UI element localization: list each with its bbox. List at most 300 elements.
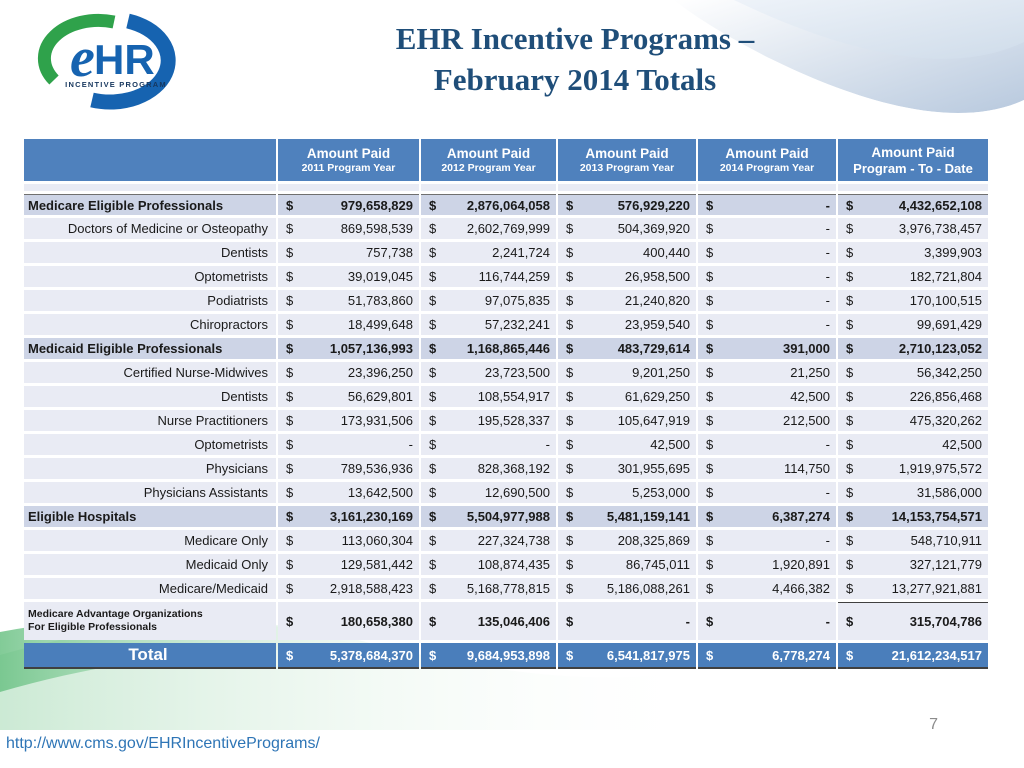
logo-letters-hr: HR <box>94 36 155 83</box>
slide-title-line1: EHR Incentive Programs – <box>395 21 755 56</box>
currency-symbol: $ <box>429 613 437 629</box>
row-label: Physicians <box>24 458 276 479</box>
amount-cell <box>558 242 696 263</box>
amount-value: 23,396,250 <box>347 365 413 380</box>
currency-symbol: $ <box>286 389 294 404</box>
currency-symbol: $ <box>429 533 437 548</box>
currency-symbol: $ <box>566 317 574 332</box>
amount-value: - <box>408 437 413 452</box>
currency-symbol: $ <box>846 557 854 572</box>
currency-symbol: $ <box>706 509 714 524</box>
amount-value: 135,046,406 <box>477 613 550 629</box>
amount-cell <box>698 194 836 215</box>
currency-symbol: $ <box>706 293 714 308</box>
currency-symbol: $ <box>706 647 714 663</box>
amount-value: 5,481,159,141 <box>606 509 690 524</box>
amount-cell <box>558 458 696 479</box>
amount-value: - <box>825 197 830 213</box>
page-number: 7 <box>929 716 938 733</box>
amount-cell <box>421 362 556 383</box>
amount-value: 5,186,088,261 <box>606 581 690 596</box>
amount-cell <box>278 530 419 551</box>
column-header-2013 <box>558 139 696 181</box>
amount-cell <box>421 602 556 640</box>
table-corner-cell <box>24 139 276 181</box>
currency-symbol: $ <box>706 389 714 404</box>
amount-value: 39,019,045 <box>347 269 413 284</box>
currency-symbol: $ <box>566 293 574 308</box>
amount-cell <box>558 554 696 575</box>
amount-value: 6,541,817,975 <box>606 647 690 663</box>
amount-cell <box>838 482 988 503</box>
totals-table <box>22 136 990 672</box>
amount-cell <box>558 218 696 239</box>
column-header-title: Amount Paid <box>306 146 391 161</box>
amount-cell <box>698 602 836 640</box>
amount-cell <box>698 458 836 479</box>
table-row <box>24 338 988 359</box>
currency-symbol: $ <box>429 581 437 596</box>
column-header-subtitle: Program - To - Date <box>853 160 973 176</box>
logo-letter-e: e <box>70 27 95 89</box>
row-label: Chiropractors <box>24 314 276 335</box>
amount-cell <box>698 410 836 431</box>
amount-cell <box>278 578 419 599</box>
amount-value: 1,919,975,572 <box>898 461 982 476</box>
amount-value: 9,684,953,898 <box>466 647 550 663</box>
amount-cell <box>698 506 836 527</box>
amount-value: 97,075,835 <box>484 293 550 308</box>
amount-cell <box>421 290 556 311</box>
table-row <box>24 290 988 311</box>
currency-symbol: $ <box>846 221 854 236</box>
column-header-subtitle: 2012 Program Year <box>441 162 536 174</box>
amount-cell <box>838 218 988 239</box>
currency-symbol: $ <box>846 269 854 284</box>
currency-symbol: $ <box>566 413 574 428</box>
amount-cell <box>558 338 696 359</box>
currency-symbol: $ <box>846 197 854 213</box>
currency-symbol: $ <box>429 461 437 476</box>
currency-symbol: $ <box>706 365 714 380</box>
currency-symbol: $ <box>566 221 574 236</box>
column-header-title: Amount Paid <box>446 146 531 161</box>
amount-cell <box>421 506 556 527</box>
currency-symbol: $ <box>286 461 294 476</box>
spacer-row <box>24 184 988 191</box>
currency-symbol: $ <box>286 245 294 260</box>
column-header-2012 <box>421 139 556 181</box>
amount-value: 182,721,804 <box>909 269 982 284</box>
currency-symbol: $ <box>846 317 854 332</box>
table-row <box>24 482 988 503</box>
amount-cell <box>278 314 419 335</box>
amount-value: 108,554,917 <box>477 389 550 404</box>
currency-symbol: $ <box>706 461 714 476</box>
amount-value: 483,729,614 <box>617 341 690 356</box>
amount-cell <box>838 362 988 383</box>
amount-cell <box>278 602 419 640</box>
amount-cell <box>698 218 836 239</box>
currency-symbol: $ <box>846 245 854 260</box>
row-label: Dentists <box>24 386 276 407</box>
table-row <box>24 506 988 527</box>
amount-value: - <box>825 533 830 548</box>
amount-value: 1,168,865,446 <box>466 341 550 356</box>
row-label: Certified Nurse-Midwives <box>24 362 276 383</box>
currency-symbol: $ <box>846 413 854 428</box>
amount-value: 400,440 <box>643 245 690 260</box>
amount-cell <box>421 386 556 407</box>
totals-table-container <box>22 136 990 672</box>
amount-value: - <box>825 437 830 452</box>
amount-value: - <box>825 245 830 260</box>
currency-symbol: $ <box>286 413 294 428</box>
amount-cell <box>838 458 988 479</box>
amount-value: 5,504,977,988 <box>466 509 550 524</box>
amount-cell <box>421 410 556 431</box>
amount-cell <box>278 410 419 431</box>
row-label: Dentists <box>24 242 276 263</box>
currency-symbol: $ <box>566 533 574 548</box>
currency-symbol: $ <box>846 533 854 548</box>
amount-value: 5,253,000 <box>632 485 690 500</box>
currency-symbol: $ <box>846 614 854 629</box>
amount-value: 26,958,500 <box>624 269 690 284</box>
amount-value: 979,658,829 <box>340 197 413 213</box>
currency-symbol: $ <box>846 365 854 380</box>
amount-value: 757,738 <box>366 245 413 260</box>
currency-symbol: $ <box>566 437 574 452</box>
row-label: Total <box>24 643 276 669</box>
currency-symbol: $ <box>846 461 854 476</box>
currency-symbol: $ <box>429 413 437 428</box>
amount-cell <box>698 434 836 455</box>
amount-value: - <box>825 293 830 308</box>
amount-value: 9,201,250 <box>632 365 690 380</box>
currency-symbol: $ <box>706 221 714 236</box>
currency-symbol: $ <box>286 269 294 284</box>
amount-cell <box>421 194 556 215</box>
amount-value: 391,000 <box>783 341 830 356</box>
row-label: Optometrists <box>24 266 276 287</box>
amount-cell <box>698 643 836 669</box>
currency-symbol: $ <box>566 245 574 260</box>
currency-symbol: $ <box>286 197 294 213</box>
table-row <box>24 578 988 599</box>
table-row <box>24 410 988 431</box>
amount-cell <box>421 554 556 575</box>
amount-value: - <box>825 485 830 500</box>
amount-cell <box>838 242 988 263</box>
amount-cell <box>421 482 556 503</box>
currency-symbol: $ <box>706 413 714 428</box>
amount-value: 105,647,919 <box>617 413 690 428</box>
amount-cell <box>698 314 836 335</box>
amount-value: 56,342,250 <box>916 365 982 380</box>
currency-symbol: $ <box>429 509 437 524</box>
amount-value: 3,976,738,457 <box>898 221 982 236</box>
amount-cell <box>838 506 988 527</box>
currency-symbol: $ <box>566 461 574 476</box>
amount-cell <box>421 218 556 239</box>
amount-value: - <box>685 613 690 629</box>
amount-cell <box>421 643 556 669</box>
amount-value: 208,325,869 <box>617 533 690 548</box>
currency-symbol: $ <box>846 437 854 452</box>
currency-symbol: $ <box>286 221 294 236</box>
amount-value: 3,399,903 <box>924 245 982 260</box>
amount-value: 173,931,506 <box>340 413 413 428</box>
slide-title <box>270 18 880 100</box>
amount-cell <box>421 458 556 479</box>
currency-symbol: $ <box>566 613 574 629</box>
amount-cell <box>278 362 419 383</box>
amount-cell <box>698 290 836 311</box>
amount-cell <box>838 386 988 407</box>
table-row <box>24 530 988 551</box>
amount-cell <box>421 338 556 359</box>
row-label: Medicare Only <box>24 530 276 551</box>
amount-value: 576,929,220 <box>617 197 690 213</box>
amount-value: 869,598,539 <box>340 221 413 236</box>
amount-cell <box>698 362 836 383</box>
amount-cell <box>278 458 419 479</box>
currency-symbol: $ <box>706 437 714 452</box>
cms-url-link[interactable]: http://www.cms.gov/EHRIncentivePrograms/ <box>6 735 320 752</box>
currency-symbol: $ <box>566 389 574 404</box>
currency-symbol: $ <box>706 245 714 260</box>
currency-symbol: $ <box>706 613 714 629</box>
currency-symbol: $ <box>846 647 854 663</box>
table-header-row <box>24 139 988 181</box>
currency-symbol: $ <box>706 269 714 284</box>
amount-value: 4,432,652,108 <box>898 197 982 213</box>
currency-symbol: $ <box>429 221 437 236</box>
currency-symbol: $ <box>566 269 574 284</box>
currency-symbol: $ <box>566 485 574 500</box>
amount-cell <box>698 338 836 359</box>
table-row <box>24 242 988 263</box>
amount-value: 86,745,011 <box>625 557 690 572</box>
amount-value: 227,324,738 <box>477 533 550 548</box>
table-row <box>24 458 988 479</box>
amount-value: 170,100,515 <box>909 293 982 308</box>
currency-symbol: $ <box>566 647 574 663</box>
amount-cell <box>838 314 988 335</box>
table-row <box>24 386 988 407</box>
amount-cell <box>838 530 988 551</box>
currency-symbol: $ <box>846 341 854 356</box>
currency-symbol: $ <box>286 533 294 548</box>
amount-cell <box>558 482 696 503</box>
currency-symbol: $ <box>706 485 714 500</box>
amount-cell <box>558 290 696 311</box>
amount-cell <box>838 602 988 640</box>
amount-cell <box>278 194 419 215</box>
amount-value: 23,723,500 <box>484 365 550 380</box>
amount-value: 56,629,801 <box>347 389 413 404</box>
row-label: Optometrists <box>24 434 276 455</box>
amount-value: 2,602,769,999 <box>466 221 550 236</box>
currency-symbol: $ <box>429 365 437 380</box>
amount-value: 99,691,429 <box>916 317 982 332</box>
currency-symbol: $ <box>566 341 574 356</box>
amount-value: 315,704,786 <box>909 614 982 629</box>
amount-value: 13,642,500 <box>347 485 413 500</box>
amount-value: 42,500 <box>650 437 690 452</box>
currency-symbol: $ <box>429 389 437 404</box>
table-row <box>24 218 988 239</box>
amount-cell <box>558 643 696 669</box>
currency-symbol: $ <box>706 557 714 572</box>
amount-value: 2,876,064,058 <box>466 197 550 213</box>
currency-symbol: $ <box>429 437 437 452</box>
currency-symbol: $ <box>286 509 294 524</box>
amount-cell <box>421 578 556 599</box>
amount-cell <box>838 578 988 599</box>
amount-value: 301,955,695 <box>617 461 690 476</box>
column-header-subtitle: 2011 Program Year <box>301 162 396 174</box>
currency-symbol: $ <box>286 365 294 380</box>
table-row <box>24 602 988 640</box>
row-label: Eligible Hospitals <box>24 506 276 527</box>
currency-symbol: $ <box>566 365 574 380</box>
amount-value: 2,241,724 <box>492 245 550 260</box>
row-label: Medicare Eligible Professionals <box>24 194 276 215</box>
column-header-title: Amount Paid <box>871 144 955 160</box>
amount-value: 6,387,274 <box>772 509 830 524</box>
amount-value: 14,153,754,571 <box>891 509 982 524</box>
currency-symbol: $ <box>706 317 714 332</box>
currency-symbol: $ <box>706 197 714 213</box>
currency-symbol: $ <box>286 317 294 332</box>
currency-symbol: $ <box>286 341 294 356</box>
amount-cell <box>558 434 696 455</box>
amount-cell <box>278 338 419 359</box>
column-header-title: Amount Paid <box>725 146 809 161</box>
column-header-program-to-date <box>838 139 988 181</box>
amount-value: 4,466,382 <box>772 581 830 596</box>
amount-value: - <box>825 221 830 236</box>
table-row <box>24 266 988 287</box>
amount-cell <box>278 386 419 407</box>
amount-cell <box>558 362 696 383</box>
amount-value: 226,856,468 <box>909 389 982 404</box>
currency-symbol: $ <box>429 647 437 663</box>
amount-cell <box>698 554 836 575</box>
amount-value: 5,378,684,370 <box>329 647 413 663</box>
currency-symbol: $ <box>706 341 714 356</box>
currency-symbol: $ <box>429 557 437 572</box>
logo-subtext: INCENTIVE PROGRAM <box>65 80 167 89</box>
amount-cell <box>838 290 988 311</box>
column-header-subtitle: 2014 Program Year <box>719 162 815 174</box>
amount-value: 327,121,779 <box>909 557 982 572</box>
currency-symbol: $ <box>286 293 294 308</box>
amount-value: 3,161,230,169 <box>329 509 413 524</box>
amount-value: 42,500 <box>942 437 982 452</box>
row-label: Doctors of Medicine or Osteopathy <box>24 218 276 239</box>
table-row <box>24 434 988 455</box>
row-label: Podiatrists <box>24 290 276 311</box>
currency-symbol: $ <box>286 485 294 500</box>
table-row <box>24 554 988 575</box>
currency-symbol: $ <box>566 509 574 524</box>
amount-cell <box>278 266 419 287</box>
row-label: Physicians Assistants <box>24 482 276 503</box>
amount-cell <box>278 482 419 503</box>
amount-cell <box>838 554 988 575</box>
amount-cell <box>838 194 988 215</box>
column-header-2011 <box>278 139 419 181</box>
currency-symbol: $ <box>566 557 574 572</box>
amount-value: 129,581,442 <box>340 557 413 572</box>
amount-value: 13,277,921,881 <box>891 581 982 596</box>
amount-value: 51,783,860 <box>347 293 413 308</box>
amount-value: 195,528,337 <box>477 413 550 428</box>
amount-cell <box>421 434 556 455</box>
amount-value: - <box>825 269 830 284</box>
amount-cell <box>838 434 988 455</box>
row-label: Medicaid Eligible Professionals <box>24 338 276 359</box>
amount-cell <box>278 434 419 455</box>
currency-symbol: $ <box>429 197 437 213</box>
amount-value: 31,586,000 <box>916 485 982 500</box>
amount-value: 12,690,500 <box>484 485 550 500</box>
amount-value: 61,629,250 <box>624 389 690 404</box>
amount-value: 2,710,123,052 <box>898 341 982 356</box>
currency-symbol: $ <box>846 581 854 596</box>
slide-title-line2: February 2014 Totals <box>433 62 717 97</box>
column-header-2014 <box>698 139 836 181</box>
amount-value: 5,168,778,815 <box>466 581 550 596</box>
amount-value: 57,232,241 <box>484 317 550 332</box>
amount-cell <box>278 290 419 311</box>
currency-symbol: $ <box>429 245 437 260</box>
amount-cell <box>698 530 836 551</box>
currency-symbol: $ <box>429 293 437 308</box>
ehr-incentive-program-logo <box>28 12 178 114</box>
currency-symbol: $ <box>706 581 714 596</box>
currency-symbol: $ <box>846 389 854 404</box>
amount-value: 1,057,136,993 <box>329 341 413 356</box>
amount-value: 108,874,435 <box>477 557 550 572</box>
currency-symbol: $ <box>429 269 437 284</box>
amount-value: 180,658,380 <box>340 613 413 629</box>
amount-value: - <box>545 437 550 452</box>
amount-cell <box>421 314 556 335</box>
amount-value: 116,744,259 <box>478 269 550 284</box>
amount-value: - <box>825 613 830 629</box>
amount-value: 789,536,936 <box>340 461 413 476</box>
amount-value: 1,920,891 <box>772 557 830 572</box>
amount-cell <box>558 578 696 599</box>
currency-symbol: $ <box>846 509 854 524</box>
currency-symbol: $ <box>286 613 294 629</box>
amount-cell <box>278 218 419 239</box>
column-header-subtitle: 2013 Program Year <box>579 162 675 174</box>
amount-cell <box>421 266 556 287</box>
amount-cell <box>421 242 556 263</box>
amount-value: 42,500 <box>790 389 830 404</box>
table-row <box>24 362 988 383</box>
amount-value: 21,612,234,517 <box>891 647 982 663</box>
row-label: Medicaid Only <box>24 554 276 575</box>
amount-value: 504,369,920 <box>617 221 690 236</box>
amount-cell <box>278 554 419 575</box>
amount-value: 212,500 <box>783 413 830 428</box>
